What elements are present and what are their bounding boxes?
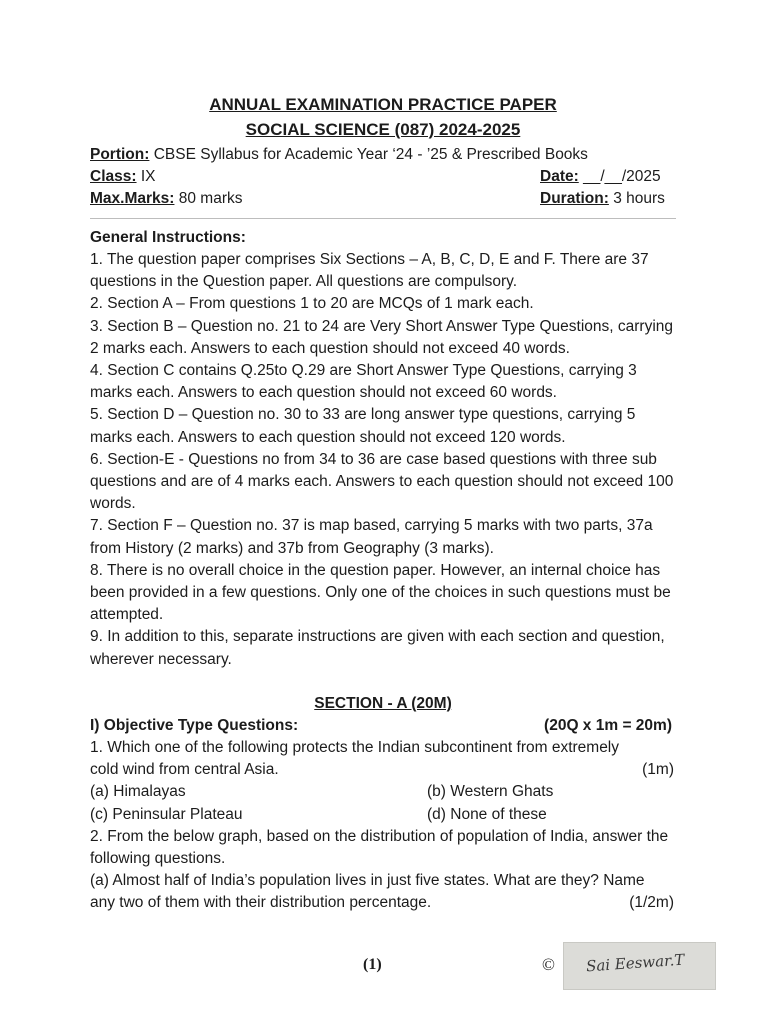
q1-option-c: (c) Peninsular Plateau bbox=[90, 805, 243, 823]
class-value: IX bbox=[136, 168, 156, 185]
title-line-1: ANNUAL EXAMINATION PRACTICE PAPER bbox=[209, 95, 557, 114]
q2a-text-line-2: any two of them with their distribution percentage. bbox=[90, 894, 432, 912]
page-number: (1) bbox=[363, 956, 382, 973]
author-signature bbox=[563, 942, 716, 990]
instruction-item: 1. The question paper comprises Six Sections – A, B, C, D, E and F. There are 37 questions in the Question paper. All questions are compulsory. bbox=[90, 251, 649, 291]
portion-value: CBSE Syllabus for Academic Year ‘24 - ’25 & Prescribed Books bbox=[149, 146, 588, 163]
instruction-item: 6. Section-E - Questions no from 34 to 36 are case based questions with three sub questions and are of 4 marks each. Answers to each question should not exceed 100 words. bbox=[90, 450, 674, 513]
header-divider bbox=[90, 218, 676, 219]
max-marks-label: Max.Marks: bbox=[90, 190, 175, 207]
portion-label: Portion: bbox=[90, 146, 150, 163]
marks-duration-row bbox=[90, 188, 676, 210]
title-line-2: SOCIAL SCIENCE (087) 2024-2025 bbox=[245, 120, 521, 139]
question-1 bbox=[90, 737, 676, 826]
q1-text-line-2: cold wind from central Asia. bbox=[90, 761, 279, 779]
question-paper bbox=[90, 92, 676, 915]
q1-option-b: (b) Western Ghats bbox=[427, 783, 554, 801]
q2a-text-line-1: (a) Almost half of India’s population lives in just five states. What are they? Name bbox=[90, 872, 645, 890]
q1-options-row-1 bbox=[90, 781, 676, 803]
duration-label: Duration: bbox=[540, 190, 609, 207]
q1-option-a: (a) Himalayas bbox=[90, 783, 186, 801]
portion-row bbox=[90, 144, 676, 166]
instruction-item: 4. Section C contains Q.25to Q.29 are Short Answer Type Questions, carrying 3 marks each. Answers to each question should not exceed 60 words. bbox=[90, 362, 637, 402]
max-marks-value: 80 marks bbox=[174, 190, 243, 207]
instruction-item: 5. Section D – Question no. 30 to 33 are long answer type questions, carrying 5 marks each. Answers to each question should not exceed 120 words. bbox=[90, 406, 636, 446]
q2a-marks: (1/2m) bbox=[629, 894, 674, 912]
signature-text: Sai Eeswar.T bbox=[585, 950, 685, 976]
date-value: __/__/2025 bbox=[578, 168, 661, 185]
paper-title bbox=[90, 92, 676, 142]
instructions-heading: General Instructions: bbox=[90, 229, 246, 246]
date-label: Date: bbox=[540, 168, 579, 185]
instruction-item: 3. Section B – Question no. 21 to 24 are Very Short Answer Type Questions, carrying 2 marks each. Answers to each question should not exceed 40 words. bbox=[90, 317, 674, 357]
q1-options-row-2 bbox=[90, 804, 676, 826]
objective-subheading bbox=[90, 715, 676, 737]
section-a-title: SECTION - A (20M) bbox=[314, 694, 452, 712]
general-instructions bbox=[90, 227, 676, 671]
class-date-row bbox=[90, 166, 676, 188]
duration-value: 3 hours bbox=[608, 190, 665, 207]
instruction-item: 9. In addition to this, separate instructions are given with each section and question, wherever necessary. bbox=[90, 628, 665, 668]
objective-label: I) Objective Type Questions: bbox=[90, 716, 299, 734]
question-2 bbox=[90, 826, 676, 915]
class-label: Class: bbox=[90, 168, 137, 185]
instruction-item: 8. There is no overall choice in the question paper. However, an internal choice has been provided in a few questions. Only one of the choices in such questions must be attempted. bbox=[90, 561, 671, 624]
q2-text: 2. From the below graph, based on the distribution of population of India, answer the following questions. bbox=[90, 827, 669, 868]
instruction-item: 7. Section F – Question no. 37 is map based, carrying 5 marks with two parts, 37a from History (2 marks) and 37b from Geography (3 marks). bbox=[90, 517, 653, 557]
instruction-item: 2. Section A – From questions 1 to 20 are MCQs of 1 mark each. bbox=[90, 295, 534, 313]
q1-text-line-1: 1. Which one of the following protects the Indian subcontinent from extremely bbox=[90, 739, 620, 757]
q1-option-d: (d) None of these bbox=[427, 805, 547, 823]
paper-meta bbox=[90, 144, 676, 210]
q1-marks: (1m) bbox=[642, 761, 674, 779]
objective-marks: (20Q x 1m = 20m) bbox=[544, 716, 672, 734]
copyright-symbol: © bbox=[542, 955, 555, 974]
